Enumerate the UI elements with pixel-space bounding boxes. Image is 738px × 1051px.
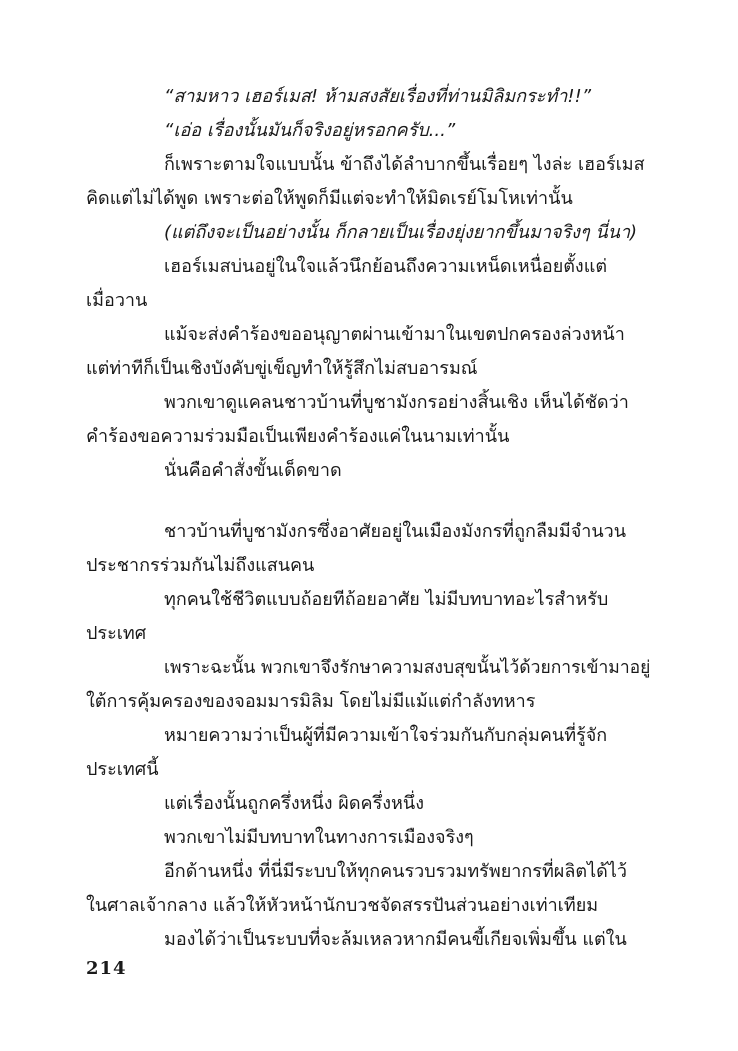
text-line-15: ทุกคนใช้ชีวิตแบบถ้อยทีถ้อยอาศัย ไม่มีบทบาทอะไรสำหรับ (164, 589, 609, 610)
dialogue-line-1: “สามหาว เฮอร์เมส! ห้ามสงสัยเรื่องที่ท่านมิลิมกระทำ!!” (164, 86, 592, 107)
text-line-16: ประเทศ (86, 623, 147, 644)
text-line-10: พวกเขาดูแคลนชาวบ้านที่บูชามังกรอย่างสิ้นเชิง เห็นได้ชัดว่า (164, 392, 629, 413)
text-line-14: ประชากรร่วมกันไม่ถึงแสนคน (86, 555, 315, 576)
text-line-21: แต่เรื่องนั้นถูกครึ่งหนึ่ง ผิดครึ่งหนึ่ง (164, 793, 424, 814)
text-line-20: ประเทศนี้ (86, 759, 159, 780)
text-line-23: อีกด้านหนึ่ง ที่นี่มีระบบให้ทุกคนรวบรวมทรัพยากรที่ผลิตได้ไว้ (164, 861, 627, 882)
text-line-6: เฮอร์เมสบ่นอยู่ในใจแล้วนึกย้อนถึงความเหน็ดเหนื่อยตั้งแต่ (164, 256, 608, 277)
text-line-18: ใต้การคุ้มครองของจอมมารมิลิม โดยไม่มีแม้แต่กำลังทหาร (86, 691, 536, 712)
text-line-24: ในศาลเจ้ากลาง แล้วให้หัวหน้านักบวชจัดสรรปันส่วนอย่างเท่าเทียม (86, 895, 599, 916)
text-line-22: พวกเขาไม่มีบทบาทในทางการเมืองจริงๆ (164, 827, 474, 848)
text-line-12: นั่นคือคำสั่งขั้นเด็ดขาด (164, 460, 342, 481)
thought-line-5: (แต่ถึงจะเป็นอย่างนั้น ก็กลายเป็นเรื่องยุ่งยากขึ้นมาจริงๆ นี่นา) (164, 222, 638, 243)
text-line-7: เมื่อวาน (86, 290, 148, 311)
dialogue-line-2: “เอ่อ เรื่องนั้นมันก็จริงอยู่หรอกครับ...” (164, 120, 456, 141)
text-line-19: หมายความว่าเป็นผู้ที่มีความเข้าใจร่วมกันกับกลุ่มคนที่รู้จัก (164, 725, 608, 746)
text-line-17: เพราะฉะนั้น พวกเขาจึงรักษาความสงบสุขนั้นไว้ด้วยการเข้ามาอยู่ (164, 658, 651, 678)
text-line-9: แต่ท่าทีก็เป็นเชิงบังคับขู่เข็ญทำให้รู้สึกไม่สบอารมณ์ (86, 358, 478, 379)
text-line-8: แม้จะส่งคำร้องขออนุญาตผ่านเข้ามาในเขตปกครองล่วงหน้า (164, 324, 625, 345)
text-line-13: ชาวบ้านที่บูชามังกรซึ่งอาศัยอยู่ในเมืองมังกรที่ถูกลืมมีจำนวน (164, 521, 627, 542)
text-line-3: ก็เพราะตามใจแบบนั้น ข้าถึงได้ลำบากขึ้นเรื่อยๆ ไงล่ะ เฮอร์เมส (164, 154, 645, 175)
page-number: 214 (86, 958, 127, 979)
text-line-25: มองได้ว่าเป็นระบบที่จะล้มเหลวหากมีคนขี้เกียจเพิ่มขึ้น แต่ใน (164, 929, 627, 950)
text-line-11: คำร้องขอความร่วมมือเป็นเพียงคำร้องแค่ในนามเท่านั้น (86, 426, 510, 447)
text-line-4: คิดแต่ไม่ได้พูด เพราะต่อให้พูดก็มีแต่จะทำให้มิดเรย์โมโหเท่านั้น (86, 188, 573, 209)
